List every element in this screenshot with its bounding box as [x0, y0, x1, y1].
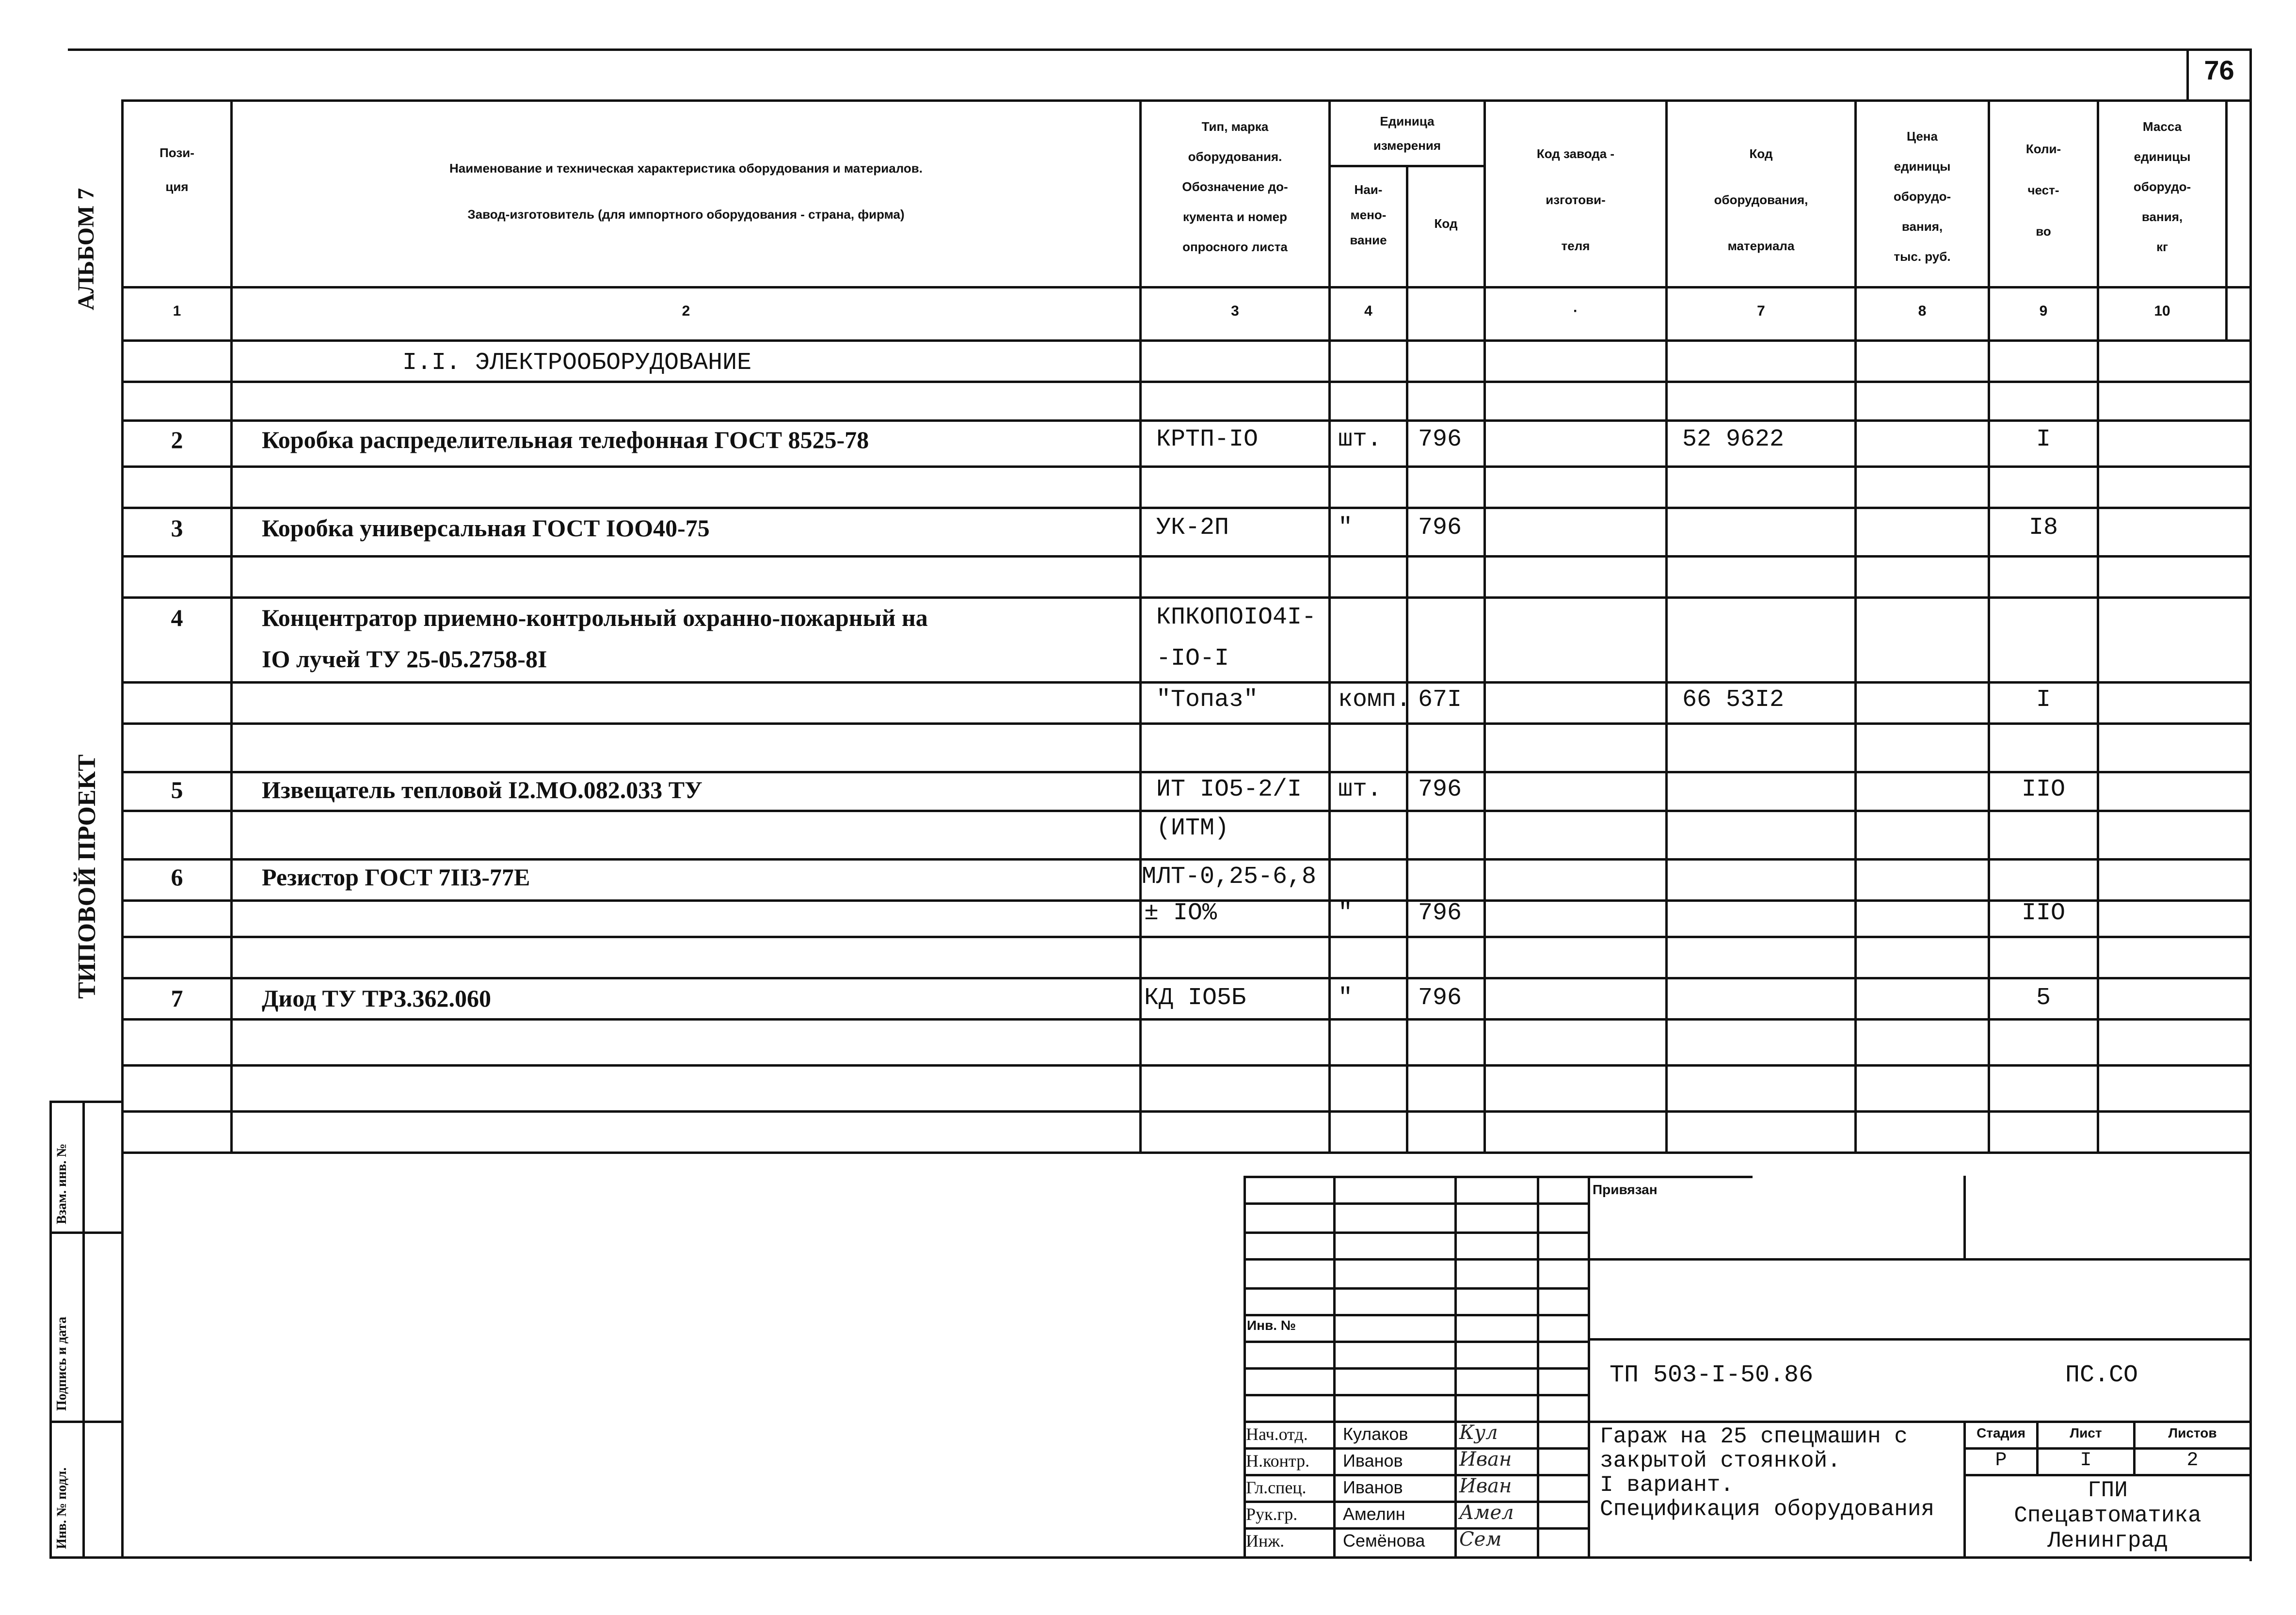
- row-unit: ": [1338, 514, 1353, 542]
- header-type: Тип, марка оборудования. Обозначение до- кумента и номер опросного листа: [1182, 119, 1288, 254]
- row-code: 796: [1418, 776, 1462, 803]
- col-number-3: 3: [1231, 303, 1239, 319]
- row-type: "Топаз": [1156, 686, 1259, 714]
- row-unit: ": [1338, 984, 1353, 1012]
- row-name: Концентратор приемно-контрольный охранно-пожарный на: [262, 604, 928, 631]
- row-name: Резистор ГОСТ 7II3-77Е: [262, 863, 530, 891]
- row-type: КД IO5Б: [1144, 984, 1246, 1012]
- page-number: 76: [2204, 55, 2234, 85]
- staff-signature: Иван: [1459, 1475, 1512, 1497]
- row-qty: IIO: [2021, 899, 2065, 927]
- row-type: КПКОПОIO4I-: [1156, 604, 1317, 631]
- row-name: Коробка распределительная телефонная ГОСТ 8525-78: [262, 426, 869, 453]
- col-number-2: 2: [682, 303, 690, 319]
- project-label: ТИПОВОЙ ПРОЕКТ: [73, 754, 101, 999]
- row-type: ± IO%: [1144, 899, 1217, 927]
- row-type: (ИТМ): [1156, 815, 1229, 842]
- col-number-9: 9: [2039, 303, 2048, 319]
- header-mat-code: Код оборудования, материала: [1714, 146, 1808, 253]
- row-name: Диод ТУ ТРЗ.362.060: [262, 985, 491, 1012]
- row-qty: I: [2036, 686, 2051, 714]
- header-unit: Единица измерения: [1373, 114, 1441, 153]
- staff-name: Иванов: [1343, 1477, 1403, 1497]
- row-unit: шт.: [1338, 426, 1382, 453]
- staff-role: Инж.: [1246, 1531, 1285, 1551]
- row-mat: 66 53I2: [1682, 686, 1785, 714]
- row-type: КРТП-IO: [1156, 426, 1259, 453]
- row-unit: комп.: [1338, 686, 1411, 714]
- row-pos: 3: [171, 514, 183, 542]
- header-unit-code: Код: [1434, 216, 1458, 231]
- stage-label: Стадия: [1977, 1425, 2025, 1440]
- row-qty: I8: [2028, 514, 2058, 542]
- sheets-label: Листов: [2168, 1425, 2217, 1440]
- privyazan-label: Привязан: [1593, 1182, 1658, 1197]
- row-mat: 52 9622: [1682, 426, 1785, 453]
- stage-value: Р: [1995, 1450, 2007, 1471]
- row-qty: 5: [2036, 984, 2051, 1012]
- col-number-1: 1: [173, 303, 181, 319]
- top-border-line: [68, 48, 2252, 51]
- col-number-7: 7: [1757, 303, 1765, 319]
- staff-role: Гл.спец.: [1246, 1478, 1307, 1497]
- section-title: I.I. ЭЛЕКТРООБОРУДОВАНИЕ: [402, 349, 752, 377]
- bottom-border-line: [49, 1556, 2252, 1559]
- staff-signature: Амел: [1459, 1502, 1514, 1524]
- stamp-zam-inv: Взам. инв. №: [54, 1143, 69, 1224]
- row-type: УК-2П: [1156, 514, 1229, 542]
- row-pos: 2: [171, 426, 183, 453]
- row-pos: 4: [171, 604, 183, 631]
- left-stamp-border: [49, 1101, 52, 1559]
- staff-signature: Кул: [1459, 1422, 1498, 1444]
- staff-name: Иванов: [1343, 1451, 1403, 1471]
- sheet-label: Лист: [2070, 1425, 2102, 1440]
- row-code: 796: [1418, 426, 1462, 453]
- doc-code: ТП 503-I-50.86: [1610, 1361, 1814, 1389]
- right-border-line: [2249, 48, 2252, 1561]
- staff-role: Рук.гр.: [1246, 1504, 1298, 1524]
- col-number-8: 8: [1918, 303, 1927, 319]
- row-type: ИТ IO5-2/I: [1156, 776, 1302, 803]
- row-qty: I: [2036, 426, 2051, 453]
- col-number-10: 10: [2154, 303, 2170, 319]
- staff-role: Н.контр.: [1246, 1451, 1310, 1471]
- document-title: Гараж на 25 спецмашин с закрытой стоянкой. I вариант. Спецификация оборудования: [1600, 1424, 1935, 1522]
- row-pos: 7: [171, 985, 183, 1012]
- staff-signature: Иван: [1459, 1448, 1512, 1471]
- sheet-value: I: [2080, 1450, 2092, 1471]
- sheets-value: 2: [2186, 1450, 2199, 1471]
- row-code: 796: [1418, 899, 1462, 927]
- row-name: Извещатель тепловой I2.МО.082.033 ТУ: [262, 776, 702, 803]
- row-pos: 6: [171, 863, 183, 891]
- inv-no-label: Инв. №: [1247, 1318, 1296, 1333]
- header-pos: Пози- ция: [159, 145, 194, 194]
- col-number-4: 4: [1364, 303, 1372, 319]
- row-qty: IIO: [2021, 776, 2065, 803]
- stamp-inv-podl: Инв. № подл.: [54, 1467, 69, 1549]
- header-maker-code: Код завода - изготови- теля: [1536, 146, 1615, 253]
- row-code: 796: [1418, 514, 1462, 542]
- staff-role: Нач.отд.: [1246, 1424, 1308, 1444]
- row-code: 796: [1418, 984, 1462, 1012]
- staff-name: Семёнова: [1343, 1531, 1425, 1551]
- row-unit: ": [1338, 899, 1353, 927]
- row-code: 67I: [1418, 686, 1462, 714]
- header-mass: Масса единицы оборудо- вания, кг: [2133, 119, 2191, 254]
- stamp-podpis: Подпись и дата: [54, 1316, 69, 1411]
- doc-mark: ПС.СО: [2065, 1361, 2138, 1389]
- row-type: -IO-I: [1156, 645, 1229, 672]
- header-name: Наименование и техническая характеристика оборудования и материалов. Завод-изготовитель (для импортного оборудования - страна, фирма): [449, 161, 923, 222]
- header-unit-name: Наи- мено- вание: [1350, 182, 1387, 247]
- col-number-5: ·: [1573, 303, 1578, 319]
- row-pos: 5: [171, 776, 183, 803]
- staff-signature: Сем: [1459, 1528, 1502, 1551]
- staff-name: Амелин: [1343, 1504, 1405, 1524]
- staff-name: Кулаков: [1343, 1424, 1408, 1444]
- row-type: МЛТ-0,25-6,8: [1142, 863, 1317, 891]
- row-name: IO лучей ТУ 25-05.2758-8I: [262, 645, 547, 672]
- header-qty: Коли- чест- во: [2025, 142, 2061, 239]
- organization: ГПИ Спецавтоматика Ленинград: [2014, 1478, 2201, 1553]
- row-name: Коробка универсальная ГОСТ IOO40-75: [262, 514, 710, 542]
- row-unit: шт.: [1338, 776, 1382, 803]
- header-price: Цена единицы оборудо- вания, тыс. руб.: [1893, 129, 1951, 264]
- album-label: АЛЬБОМ 7: [73, 188, 99, 310]
